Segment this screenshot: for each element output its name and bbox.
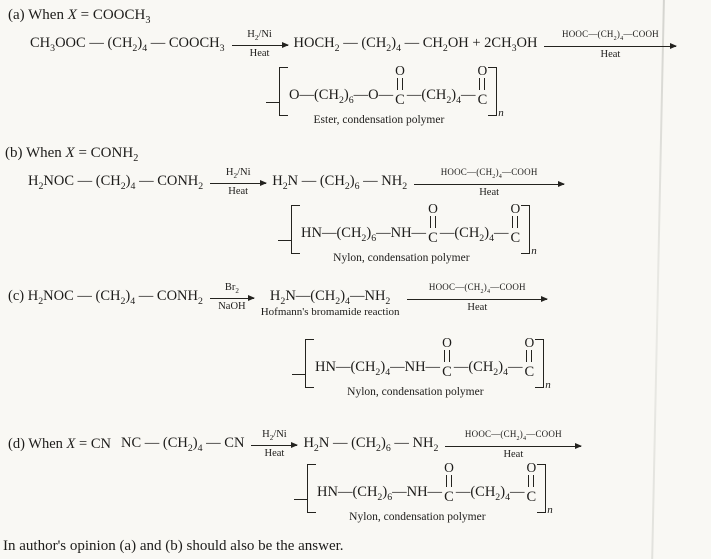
left-bracket — [279, 67, 288, 116]
polymer-structure-nylon-c — [292, 336, 551, 398]
carbonyl-carbon: C — [428, 230, 438, 246]
arrow-c1-condition: NaOH — [218, 301, 246, 313]
arrow-a1 — [232, 29, 288, 61]
repeat-unit-n: n — [547, 504, 553, 516]
arrow-a2-condition: Heat — [600, 49, 621, 61]
carbonyl-group — [442, 336, 452, 381]
arrow-b2 — [414, 166, 564, 199]
carbonyl-group — [395, 64, 405, 109]
arrow-b1-line — [210, 183, 266, 185]
carbonyl-oxygen: O — [395, 63, 405, 78]
carbonyl-carbon: C — [477, 92, 488, 108]
bond-dash — [266, 102, 279, 103]
reaction-a — [30, 28, 682, 61]
right-bracket — [535, 339, 544, 388]
arrow-a1-condition: Heat — [249, 48, 270, 60]
right-bracket — [488, 67, 497, 116]
arrow-a1-reagent: $H_2/Ni$ — [247, 28, 272, 42]
hofmann-product-stack — [260, 288, 400, 319]
arrow-c1-line — [210, 298, 254, 300]
double-bond-icon — [397, 78, 403, 90]
arrow-c1-reagent: $Br_2$ — [224, 281, 239, 295]
arrow-d2-reagent: $HOOC—(CH_2)_4—COOH$ — [464, 429, 562, 442]
double-bond-icon — [479, 78, 485, 90]
carbonyl-oxygen: O — [524, 335, 535, 350]
arrow-b2-condition: Heat — [479, 187, 500, 199]
repeat-unit-n: n — [498, 107, 504, 119]
arrow-c2-line — [407, 299, 547, 301]
carbonyl-group — [478, 64, 488, 109]
carbonyl-group — [444, 461, 454, 506]
bond-dash — [292, 374, 305, 375]
arrow-c2 — [407, 281, 547, 314]
reactant-diamide-c: (c) $H_2NOC$ — $(CH_2)_4$ — $CONH_2$ — [8, 288, 203, 308]
carbonyl-group — [510, 202, 520, 247]
carbonyl-carbon: C — [442, 364, 452, 380]
arrow-d1-condition: Heat — [264, 448, 285, 460]
carbonyl-carbon: C — [395, 92, 405, 108]
carbonyl-group — [526, 461, 536, 506]
carbonyl-oxygen: O — [428, 201, 438, 216]
arrow-d1-reagent: $H_2/Ni$ — [262, 428, 287, 442]
arrow-c1 — [210, 282, 254, 314]
reaction-b — [28, 166, 570, 199]
arrow-a2-line — [544, 46, 676, 48]
carbonyl-carbon: C — [444, 489, 454, 505]
product-diamine: $H_2N$ — $(CH_2)_6$ — $NH_2$ — [272, 173, 408, 193]
arrow-a2 — [544, 28, 676, 61]
carbonyl-oxygen: O — [442, 335, 452, 350]
reactant-dinitrile: NC — $(CH_2)_4$ — CN — [120, 435, 245, 455]
polymer-a-chain-left: $O—(CH_2)_6—O—$ — [289, 87, 394, 106]
product-diol: $HOCH_2$ — $(CH_2)_4$ — $CH_2OH + 2CH_3OH$ — [293, 35, 538, 55]
carbonyl-oxygen: O — [444, 460, 454, 475]
polymer-b-row — [278, 201, 537, 257]
arrow-d1-line — [251, 445, 297, 447]
carbonyl-oxygen: O — [510, 201, 521, 216]
arrow-d2-condition: Heat — [503, 449, 524, 461]
arrow-d2 — [445, 428, 581, 461]
polymer-a-caption: Ester, condensation polymer — [313, 114, 445, 126]
polymer-a-chain-mid: $—(CH_2)_4—$ — [406, 87, 476, 106]
polymer-c-row — [292, 335, 551, 391]
polymer-d-caption: Nylon, condensation polymer — [349, 511, 486, 523]
polymer-d-row — [294, 460, 553, 516]
arrow-d1 — [251, 429, 297, 461]
reactant-diester: $CH_3OOC$ — $(CH_2)_4$ — $COOCH_3$ — [30, 35, 225, 55]
carbonyl-group — [428, 202, 438, 247]
left-bracket — [307, 464, 316, 513]
double-bond-icon — [526, 350, 532, 362]
repeat-unit-n: n — [531, 245, 537, 257]
carbonyl-carbon: C — [526, 489, 537, 505]
double-bond-icon — [444, 350, 450, 362]
arrow-b1-condition: Heat — [228, 186, 249, 198]
bond-dash — [294, 499, 307, 500]
polymer-structure-nylon-b — [278, 202, 537, 264]
polymer-b-chain-mid: $—(CH_2)_4—$ — [439, 225, 509, 244]
left-bracket — [291, 205, 300, 254]
reactant-diamide: $H_2NOC$ — $(CH_2)_4$ — $CONH_2$ — [28, 173, 204, 193]
page-crease-line — [651, 0, 665, 559]
arrow-a2-reagent: $HOOC—(CH_2)_4—COOH$ — [562, 29, 659, 42]
arrow-b1 — [210, 167, 266, 199]
polymer-d-chain-mid: $—(CH_2)_4—$ — [455, 484, 525, 503]
polymer-b-chain-left: $HN—(CH_2)_6—NH—$ — [301, 225, 427, 244]
double-bond-icon — [430, 216, 436, 228]
arrow-b1-reagent: $H_2/Ni$ — [225, 166, 251, 180]
arrow-b2-reagent: $HOOC—(CH_2)_4—COOH$ — [440, 167, 538, 180]
left-bracket — [305, 339, 314, 388]
polymer-structure-nylon-d — [294, 461, 553, 523]
right-bracket — [537, 464, 546, 513]
section-a-heading: (a) When $X = COOCH_3$ — [8, 7, 151, 26]
arrow-c2-reagent: $HOOC—(CH_2)_4—COOH$ — [428, 282, 526, 295]
reaction-c — [8, 281, 553, 319]
polymer-a-row — [266, 63, 504, 119]
bond-dash — [278, 240, 291, 241]
carbonyl-carbon: C — [524, 364, 535, 380]
polymer-b-caption: Nylon, condensation polymer — [333, 252, 470, 264]
section-d-heading: (d) When X = CN — [8, 436, 111, 453]
product-diamine-d: $H_2N$ — $(CH_2)_6$ — $NH_2$ — [303, 435, 439, 455]
author-opinion-note: In author's opinion (a) and (b) should also be the answer. — [3, 538, 344, 554]
repeat-unit-n: n — [545, 379, 551, 391]
polymer-c-chain-left: $HN—(CH_2)_4—NH—$ — [315, 359, 441, 378]
arrow-c2-condition: Heat — [467, 302, 488, 314]
right-bracket — [521, 205, 530, 254]
arrow-d2-line — [445, 446, 581, 448]
double-bond-icon — [446, 475, 452, 487]
polymer-c-caption: Nylon, condensation polymer — [347, 386, 484, 398]
carbonyl-carbon: C — [510, 230, 521, 246]
double-bond-icon — [528, 475, 534, 487]
polymer-structure-ester — [266, 64, 504, 126]
carbonyl-oxygen: O — [526, 460, 537, 475]
arrow-b2-line — [414, 184, 564, 186]
double-bond-icon — [512, 216, 518, 228]
reaction-d — [8, 428, 587, 461]
carbonyl-oxygen: O — [477, 63, 488, 78]
product-diamine-c: $H_2N—(CH_2)_4—NH_2$ — [269, 288, 391, 308]
hofmann-reaction-note: Hofmann's bromamide reaction — [260, 306, 400, 319]
carbonyl-group — [524, 336, 534, 381]
arrow-a1-line — [232, 45, 288, 47]
section-b-heading: (b) When $X = CONH_2$ — [5, 145, 139, 164]
polymer-d-chain-left: $HN—(CH_2)_6—NH—$ — [317, 484, 443, 503]
polymer-c-chain-mid: $—(CH_2)_4—$ — [453, 359, 523, 378]
